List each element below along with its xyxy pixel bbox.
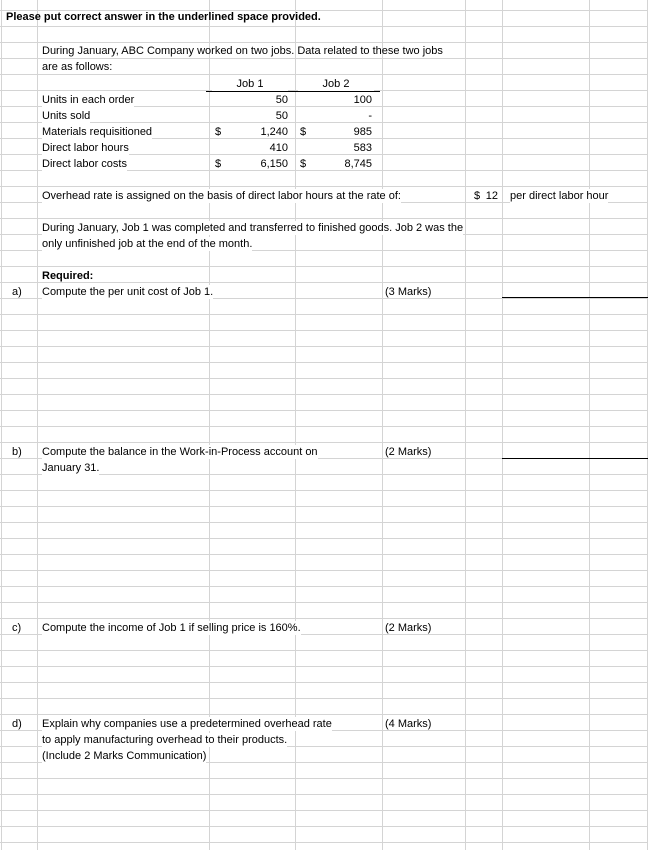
question-d-text-1: Explain why companies use a predetermined overhead rate <box>42 718 332 730</box>
question-c-marks: (2 Marks) <box>385 622 432 634</box>
question-d-text-3: (Include 2 Marks Communication) <box>42 750 207 762</box>
job1-value: 410 <box>269 142 288 154</box>
row-label: Direct labor hours <box>42 142 129 154</box>
row-label: Direct labor costs <box>42 158 127 170</box>
overhead-rate: 12 <box>485 190 498 202</box>
intro-line-1: During January, ABC Company worked on two jobs. Data related to these two jobs <box>42 45 443 57</box>
job2-currency: $ <box>300 158 307 170</box>
question-d-text-2: to apply manufacturing overhead to their products. <box>42 734 288 746</box>
job1-value: 1,240 <box>260 126 288 138</box>
job2-value: 8,745 <box>344 158 372 170</box>
question-c-letter: c) <box>12 622 22 634</box>
job2-value: 583 <box>353 142 372 154</box>
job1-currency: $ <box>215 126 222 138</box>
table-header-underline <box>206 91 380 92</box>
job1-value: 50 <box>275 94 288 106</box>
question-b-text-1: Compute the balance in the Work-in-Process account on <box>42 446 318 458</box>
question-c-text: Compute the income of Job 1 if selling price is 160%. <box>42 622 301 634</box>
status-line-1: During January, Job 1 was completed and transferred to finished goods. Job 2 was the <box>42 222 464 234</box>
question-a-letter: a) <box>12 286 22 298</box>
question-b-marks: (2 Marks) <box>385 446 432 458</box>
overhead-unit: per direct labor hour <box>510 190 609 202</box>
row-label: Units in each order <box>42 94 135 106</box>
job2-currency: $ <box>300 126 307 138</box>
row-label: Materials requisitioned <box>42 126 153 138</box>
overhead-text: Overhead rate is assigned on the basis of direct labor hours at the rate of: <box>42 190 401 202</box>
instruction-heading: Please put correct answer in the underlined space provided. <box>6 11 321 23</box>
answer-b-underline[interactable] <box>502 458 648 459</box>
job1-value: 6,150 <box>260 158 288 170</box>
question-d-marks: (4 Marks) <box>385 718 432 730</box>
overhead-currency: $ <box>474 190 481 202</box>
question-d-letter: d) <box>12 718 22 730</box>
question-a-marks: (3 Marks) <box>385 286 432 298</box>
job2-header: Job 2 <box>298 77 374 91</box>
row-label: Units sold <box>42 110 91 122</box>
question-a-text: Compute the per unit cost of Job 1. <box>42 286 214 298</box>
question-b-letter: b) <box>12 446 22 458</box>
job1-header: Job 1 <box>212 77 288 91</box>
status-line-2: only unfinished job at the end of the month. <box>42 238 253 250</box>
job2-value: 985 <box>353 126 372 138</box>
required-label: Required: <box>42 270 94 282</box>
job2-value: - <box>368 110 372 122</box>
job1-currency: $ <box>215 158 222 170</box>
job1-value: 50 <box>275 110 288 122</box>
question-b-text-2: January 31. <box>42 462 100 474</box>
answer-a-underline[interactable] <box>502 297 648 298</box>
job2-value: 100 <box>353 94 372 106</box>
intro-line-2: are as follows: <box>42 61 113 73</box>
